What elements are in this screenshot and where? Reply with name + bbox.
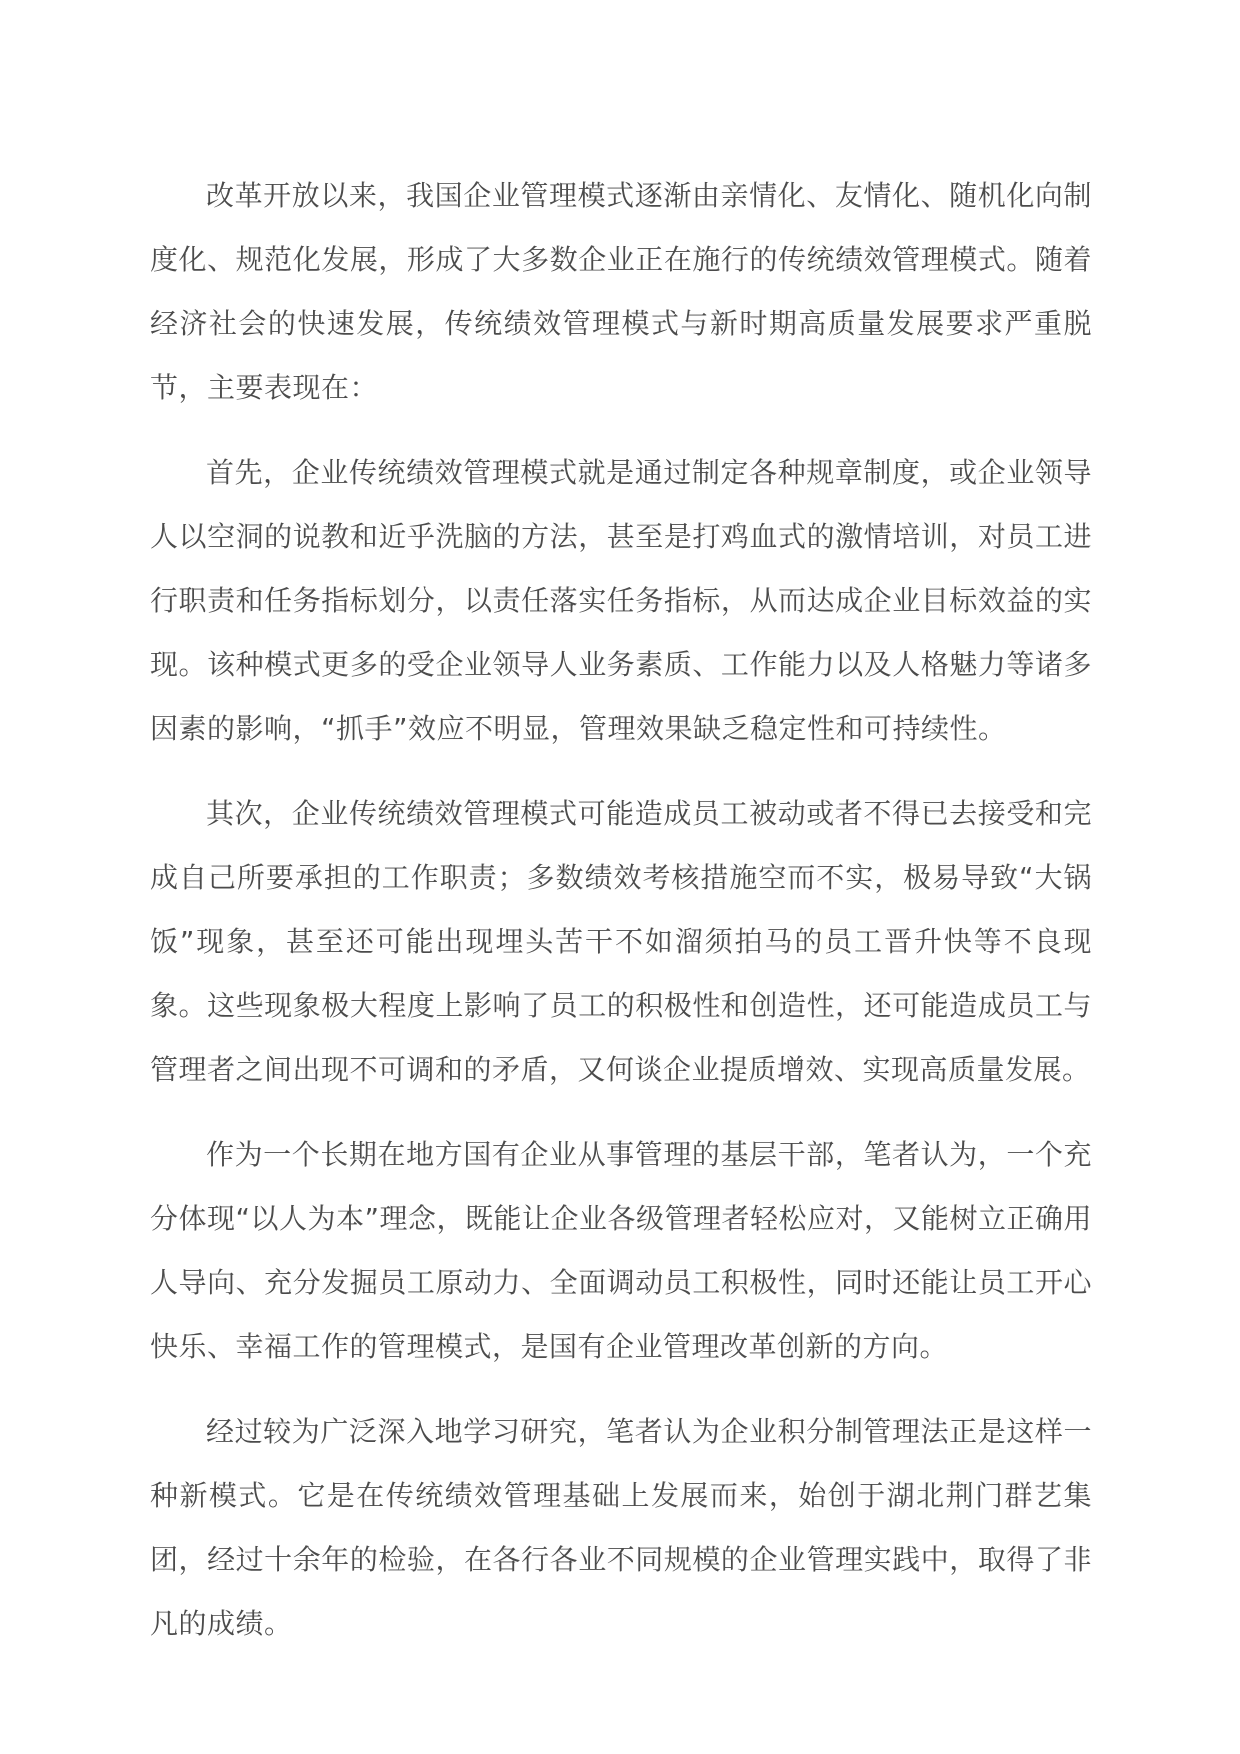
paragraph-author-view: 作为一个长期在地方国有企业从事管理的基层干部，笔者认为，一个充分体现“以人为本”理念，既能让企业各级管理者轻松应对，又能树立正确用人导向、充分发掘员工原动力、全面调动员工积极性，同时还能让员工开心快乐、幸福工作的管理模式，是国有企业管理改革创新的方向。 bbox=[150, 1138, 1093, 1363]
paragraph-conclusion: 经过较为广泛深入地学习研究，笔者认为企业积分制管理法正是这样一种新模式。它是在传统绩效管理基础上发展而来，始创于湖北荆门群艺集团，经过十余年的检验，在各行各业不同规模的企业管理实践中，取得了非凡的成绩。 bbox=[150, 1415, 1092, 1640]
paragraph-first-point: 首先，企业传统绩效管理模式就是通过制定各种规章制度，或企业领导人以空洞的说教和近乎洗脑的方法，甚至是打鸡血式的激情培训，对员工进行职责和任务指标划分，以责任落实任务指标，从而达成企业目标效益的实现。该种模式更多的受企业领导人业务素质、工作能力以及人格魅力等诸多因素的影响，“抓手”效应不明显，管理效果缺乏稳定性和可持续性。 bbox=[150, 456, 1092, 745]
paragraph-intro: 改革开放以来，我国企业管理模式逐渐由亲情化、友情化、随机化向制度化、规范化发展，形成了大多数企业正在施行的传统绩效管理模式。随着经济社会的快速发展，传统绩效管理模式与新时期高质量发展要求严重脱节，主要表现在： bbox=[150, 179, 1092, 404]
document-body bbox=[150, 164, 1092, 1656]
paragraph-second-point: 其次，企业传统绩效管理模式可能造成员工被动或者不得已去接受和完成自己所要承担的工作职责；多数绩效考核措施空而不实，极易导致“大锅饭”现象，甚至还可能出现埋头苦干不如溜须拍马的员工晋升快等不良现象。这些现象极大程度上影响了员工的积极性和创造性，还可能造成员工与管理者之间出现不可调和的矛盾，又何谈企业提质增效、实现高质量发展。 bbox=[150, 797, 1092, 1086]
